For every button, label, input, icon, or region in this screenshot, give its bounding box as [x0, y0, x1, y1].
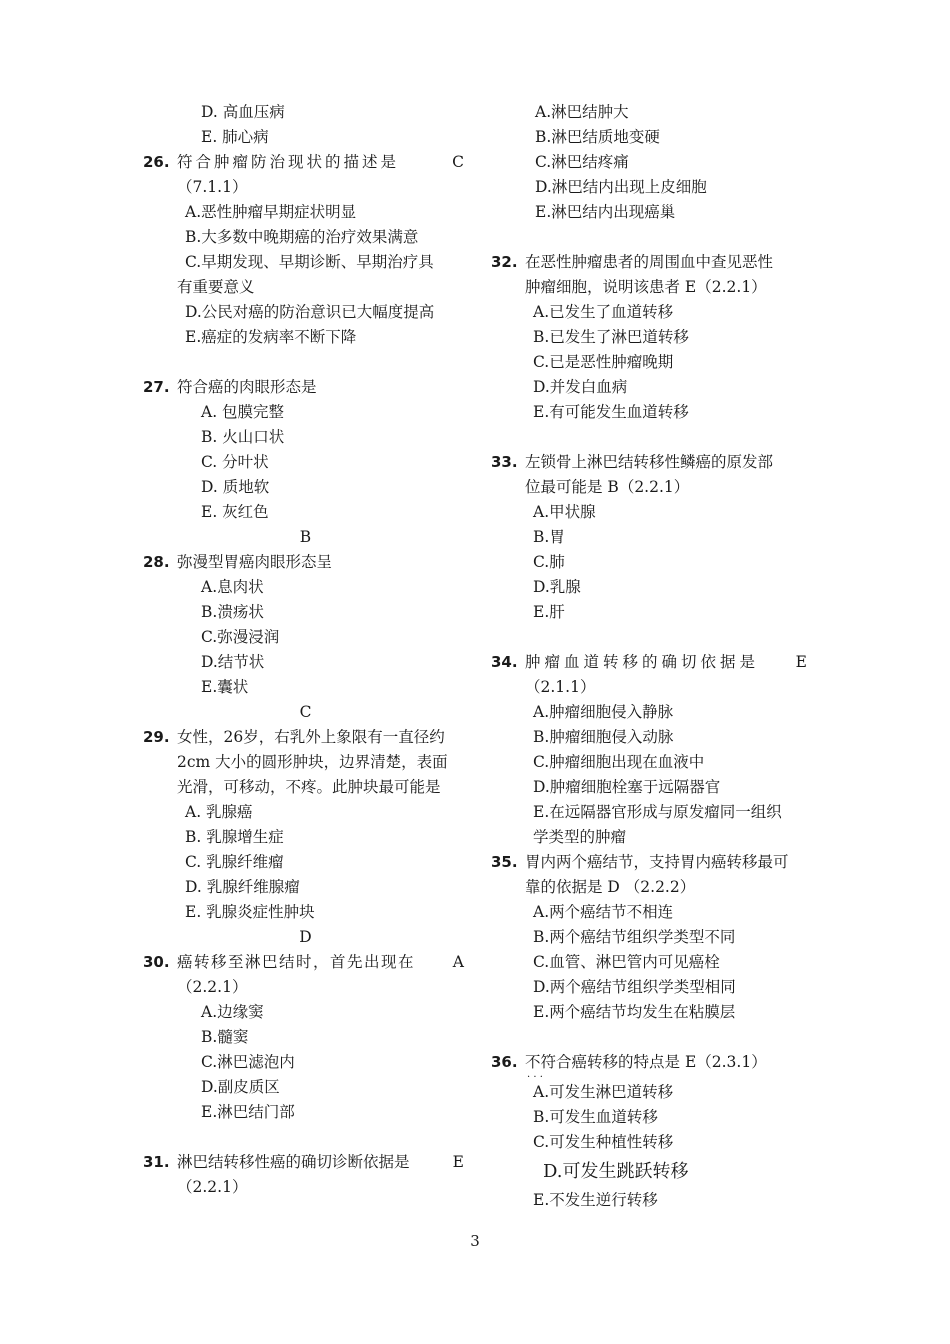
- option-e: E.囊状: [201, 678, 249, 696]
- option-e: E.淋巴结门部: [201, 1103, 295, 1121]
- question-number: 34.: [491, 653, 518, 671]
- option-b: B. 乳腺增生症: [185, 828, 284, 846]
- option-c: C.淋巴滤泡内: [201, 1053, 295, 1071]
- option-e: E.癌症的发病率不断下降: [185, 328, 357, 346]
- option-c: C.肺: [533, 553, 565, 571]
- answer-letter: E: [795, 653, 807, 671]
- option-a: A.息肉状: [201, 578, 264, 596]
- question-35: [491, 850, 811, 875]
- question-number: 26.: [143, 153, 170, 171]
- question-number: 36.: [491, 1053, 518, 1071]
- question-stem-line: 光滑，可移动，不疼。此肿块最可能是: [177, 778, 441, 796]
- option-a: A. 乳腺癌: [185, 803, 253, 821]
- option-a: A.两个癌结节不相连: [533, 903, 674, 921]
- right-column: [491, 100, 811, 1213]
- option-a: A.恶性肿瘤早期症状明显: [185, 203, 357, 221]
- option-b: B.淋巴结质地变硬: [535, 128, 660, 146]
- question-27: [143, 375, 468, 400]
- option-b: B.已发生了淋巴道转移: [533, 328, 689, 346]
- option-b: B.肿瘤细胞侵入动脉: [533, 728, 674, 746]
- question-28: [143, 550, 468, 575]
- question-stem: 胃内两个癌结节，支持胃内癌转移最可: [525, 853, 789, 871]
- option-a: A. 包膜完整: [201, 403, 285, 421]
- option-a: A.可发生淋巴道转移: [533, 1083, 674, 1101]
- question-33: [491, 450, 811, 475]
- option-d: D.淋巴结内出现上皮细胞: [535, 178, 707, 196]
- question-36: [491, 1050, 811, 1075]
- option-d: D.两个癌结节组织学类型相同: [533, 978, 736, 996]
- option-a: A.边缘窦: [201, 1003, 264, 1021]
- option-d: D.结节状: [201, 653, 265, 671]
- question-number: 30.: [143, 953, 170, 971]
- option-e: E.肝: [533, 603, 565, 621]
- option-c: C.弥漫浸润: [201, 628, 280, 646]
- question-stem: 淋巴结转移性癌的确切诊断依据是: [177, 1153, 410, 1171]
- question-number: 32.: [491, 253, 518, 271]
- question-number: 28.: [143, 553, 170, 571]
- option-c: C.早期发现、早期诊断、早期治疗具: [185, 253, 434, 271]
- question-code: （2.2.1）: [177, 1178, 248, 1196]
- question-number: 33.: [491, 453, 518, 471]
- question-34: [491, 650, 811, 675]
- left-column: [143, 100, 468, 1200]
- question-29: [143, 725, 468, 750]
- question-32: [491, 250, 811, 275]
- answer-letter: A: [452, 953, 464, 971]
- option-c-continued: 有重要意义: [177, 278, 255, 296]
- option-e: E.不发生逆行转移: [533, 1191, 658, 1209]
- answer-letter: C: [299, 703, 312, 721]
- option-d: D.公民对癌的防治意识已大幅度提高: [185, 303, 435, 321]
- option-d: D.乳腺: [533, 578, 581, 596]
- option-b: B.两个癌结节组织学类型不同: [533, 928, 736, 946]
- negation-emphasis: 不符合 · · ·: [525, 1053, 572, 1071]
- question-stem-line: 2cm 大小的圆形肿块，边界清楚，表面: [177, 753, 448, 771]
- option-a: A.肿瘤细胞侵入静脉: [533, 703, 674, 721]
- question-number: 31.: [143, 1153, 170, 1171]
- answer-letter: E: [452, 1153, 464, 1171]
- option-a: A.甲状腺: [533, 503, 596, 521]
- question-stem: 在恶性肿瘤患者的周围血中查见恶性: [525, 253, 774, 271]
- option-d: D.并发白血病: [533, 378, 628, 396]
- option-d: D.肿瘤细胞栓塞于远隔器官: [533, 778, 721, 796]
- option-e-continued: 学类型的肿瘤: [533, 828, 627, 846]
- option-d: D.可发生跳跃转移: [543, 1161, 689, 1182]
- question-26: [143, 150, 468, 175]
- option-a: A.已发生了血道转移: [533, 303, 674, 321]
- option-d: D. 质地软: [201, 478, 270, 496]
- option-d: D. 乳腺纤维腺瘤: [185, 878, 300, 896]
- option-c: C.可发生种植性转移: [533, 1133, 674, 1151]
- option-d: D. 高血压病: [201, 103, 285, 121]
- option-c: C.血管、淋巴管内可见癌栓: [533, 953, 720, 971]
- option-b: B. 火山口状: [201, 428, 285, 446]
- page-number: 3: [470, 1232, 480, 1250]
- answer-letter: C: [452, 153, 464, 171]
- question-stem: 弥漫型胃癌肉眼形态呈: [177, 553, 333, 571]
- option-e: E.在远隔器官形成与原发瘤同一组织: [533, 803, 782, 821]
- option-c: C. 乳腺纤维瘤: [185, 853, 284, 871]
- question-stem: 女性，26岁，右乳外上象限有一直径约: [177, 728, 445, 746]
- option-c: C.肿瘤细胞出现在血液中: [533, 753, 705, 771]
- question-stem: 符合癌的肉眼形态是: [177, 378, 317, 396]
- option-c: C.已是恶性肿瘤晚期: [533, 353, 674, 371]
- question-number: 35.: [491, 853, 518, 871]
- answer-letter: D: [299, 928, 312, 946]
- option-d: D.副皮质区: [201, 1078, 280, 1096]
- option-e: E. 肺心病: [201, 128, 269, 146]
- question-stem-line: 肿瘤细胞，说明该患者 E（2.2.1）: [525, 278, 767, 296]
- question-number: 29.: [143, 728, 170, 746]
- answer-letter: B: [299, 528, 312, 546]
- question-number: 27.: [143, 378, 170, 396]
- question-stem: 左锁骨上淋巴结转移性鳞癌的原发部: [525, 453, 774, 471]
- option-b: B.胃: [533, 528, 565, 546]
- option-c: C. 分叶状: [201, 453, 269, 471]
- question-stem-line: 靠的依据是 D （2.2.2）: [525, 878, 696, 896]
- question-stem-line: 位最可能是 B（2.2.1）: [525, 478, 690, 496]
- option-e: E.有可能发生血道转移: [533, 403, 689, 421]
- question-code: （2.2.1）: [177, 978, 248, 996]
- question-code: （2.1.1）: [525, 678, 596, 696]
- option-b: B.髓窦: [201, 1028, 249, 1046]
- question-31: [143, 1150, 468, 1175]
- question-30: [143, 950, 468, 975]
- question-stem: 癌转移至淋巴结时，首先出现在: [177, 953, 416, 971]
- option-b: B.大多数中晚期癌的治疗效果满意: [185, 228, 419, 246]
- option-b: B.可发生血道转移: [533, 1108, 658, 1126]
- option-e: E. 灰红色: [201, 503, 269, 521]
- option-e: E. 乳腺炎症性肿块: [185, 903, 315, 921]
- option-e: E.两个癌结节均发生在粘膜层: [533, 1003, 736, 1021]
- question-code: （7.1.1）: [177, 178, 248, 196]
- option-b: B.溃疡状: [201, 603, 264, 621]
- option-c: C.淋巴结疼痛: [535, 153, 629, 171]
- question-stem: 肿瘤血道转移的确切依据是: [525, 653, 760, 671]
- question-stem: 癌转移的特点是 E（2.3.1）: [571, 1053, 767, 1071]
- question-stem: 符合肿瘤防治现状的描述是: [177, 153, 400, 171]
- option-e: E.淋巴结内出现癌巢: [535, 203, 676, 221]
- option-a: A.淋巴结肿大: [535, 103, 629, 121]
